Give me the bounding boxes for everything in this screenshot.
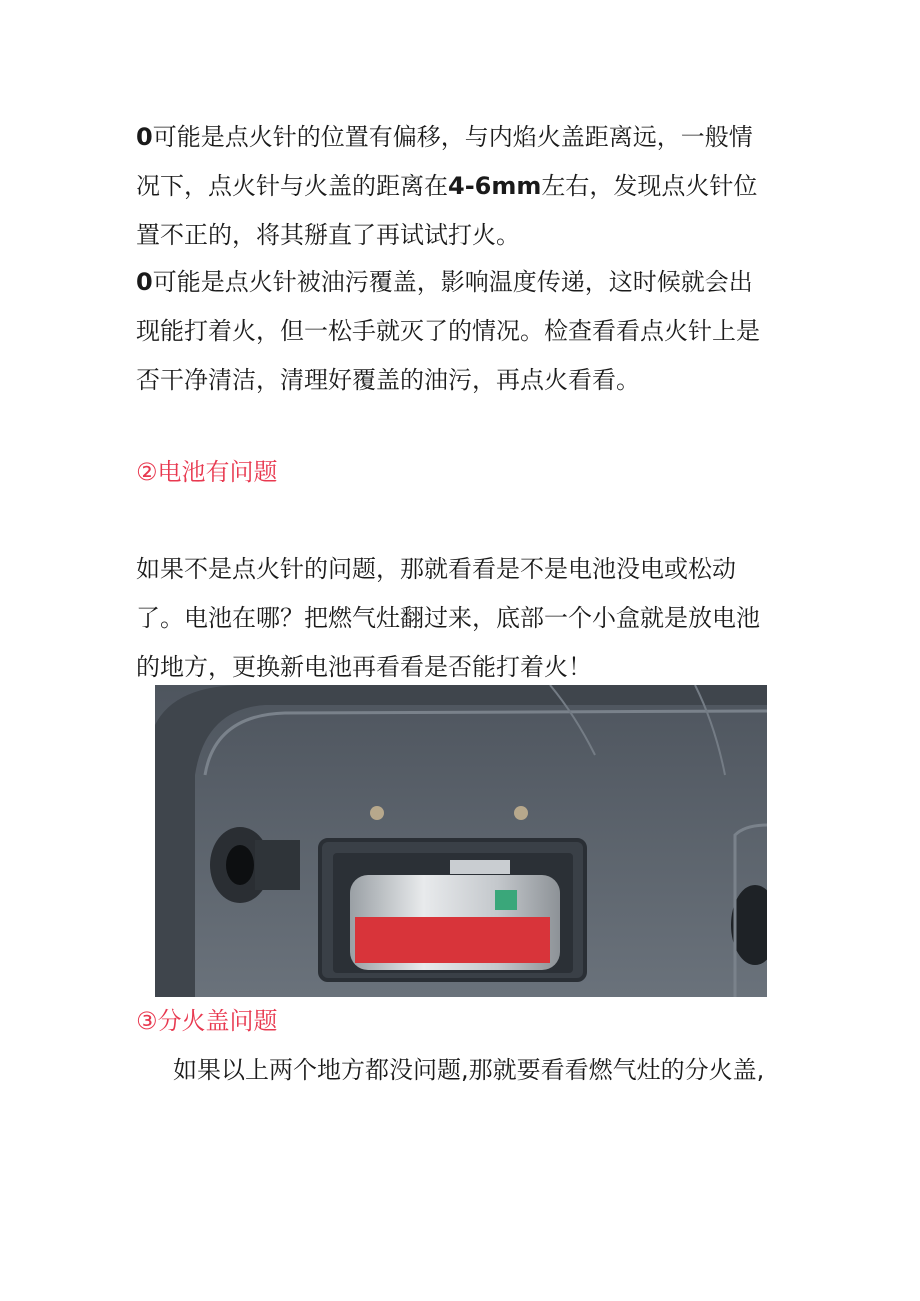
text-line: 现能打着火，但一松手就灭了的情况。检查看看点火针上是 (136, 317, 760, 345)
battery-box-illustration (155, 685, 767, 997)
battery-box-photo (155, 685, 767, 997)
text-line: 了。电池在哪？把燃气灶翻过来，底部一个小盒就是放电池 (136, 604, 760, 632)
section-heading-burner-cap: ③分火盖问题 (136, 1007, 278, 1035)
paragraph-battery (136, 557, 786, 679)
text-line: 的地方，更换新电池再看看是否能打着火！ (136, 653, 592, 681)
text-line: 否干净清洁，清理好覆盖的油污，再点火看看。 (136, 366, 640, 394)
section-heading-battery: ②电池有问题 (136, 458, 278, 486)
text-line: 况下，点火针与火盖的距离在4-6mm左右，发现点火针位 (136, 172, 758, 200)
text-line: 如果不是点火针的问题，那就看看是不是电池没电或松动 (136, 555, 736, 583)
text-line: 0可能是点火针被油污覆盖，影响温度传递，这时候就会出 (136, 268, 753, 296)
text-line: 置不正的，将其掰直了再试试打火。 (136, 221, 520, 249)
text-line: 如果以上两个地方都没问题,那就要看看燃气灶的分火盖, (173, 1056, 765, 1084)
text-line: 0可能是点火针的位置有偏移，与内焰火盖距离远，一般情 (136, 123, 753, 151)
paragraph-ignition-grease (136, 270, 786, 392)
paragraph-burner-cap (173, 1058, 793, 1082)
paragraph-ignition-position (136, 125, 786, 247)
